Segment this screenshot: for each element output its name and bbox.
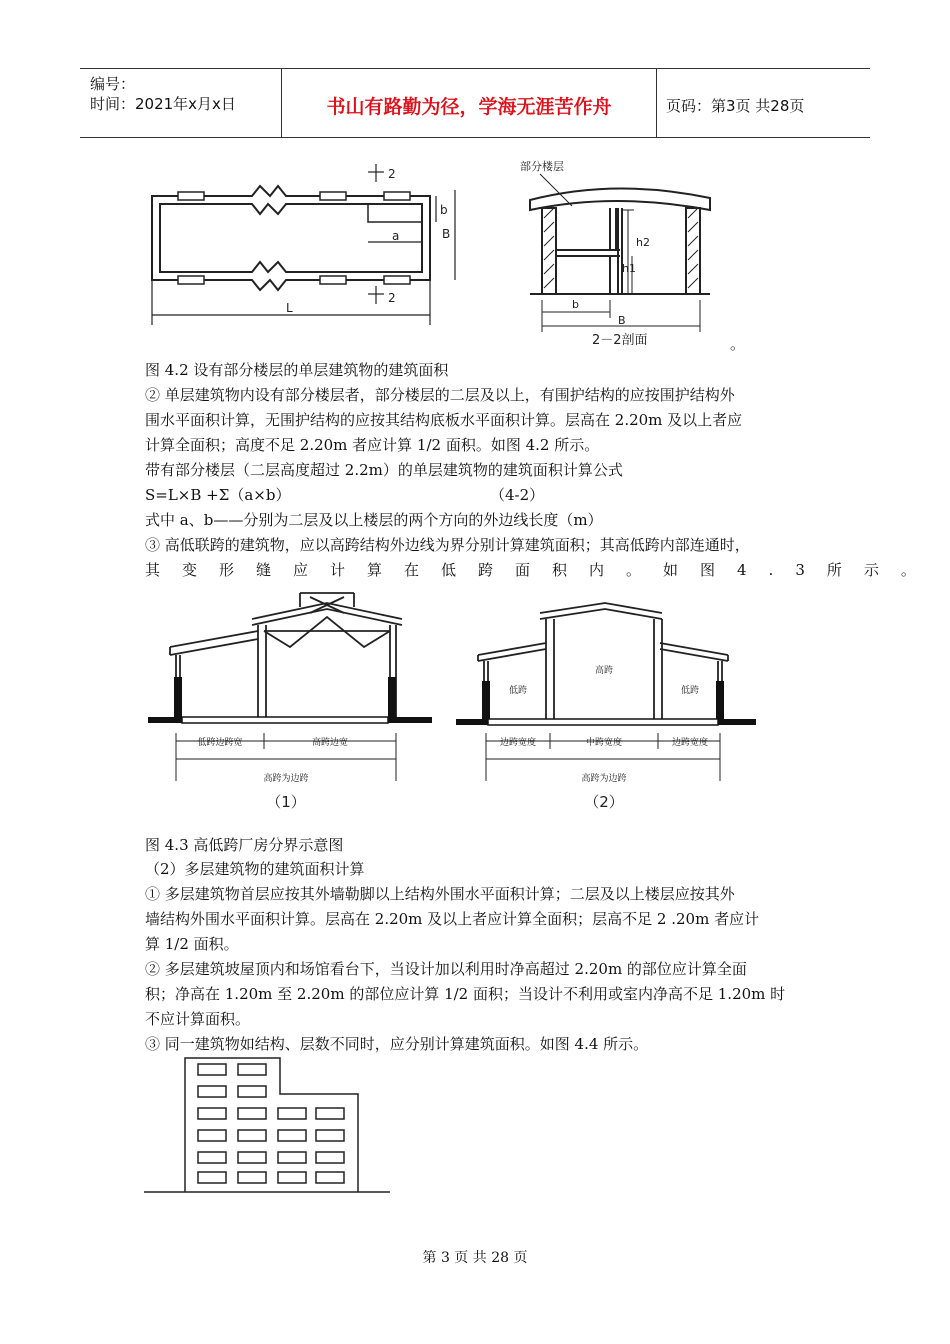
section-label-partial-floor: 部分楼层 xyxy=(520,160,564,173)
building-window xyxy=(198,1130,226,1141)
building-window xyxy=(198,1172,226,1183)
building-window xyxy=(278,1172,306,1183)
formula: S=L×B +Σ（a×b） xyxy=(145,486,291,504)
building-window xyxy=(238,1108,266,1119)
section-label-h1: h1 xyxy=(622,262,636,275)
multistory-para-1-line-2: 墙结构外围水平面积计算。层高在 2.20m 及以上者应计算全面积；层高不足 2 .20m 者应计 xyxy=(145,910,760,928)
building-window xyxy=(278,1108,306,1119)
page-footer: 第 3 页 共 28 页 xyxy=(422,1250,528,1266)
formula-intro: 带有部分楼层（二层高度超过 2.2m）的单层建筑物的建筑面积计算公式 xyxy=(145,461,623,479)
right-figure-number: （2） xyxy=(584,793,624,811)
plan-dimension-a: a xyxy=(392,229,400,243)
plan-dimension-L: L xyxy=(286,301,293,315)
section-label-b: b xyxy=(572,298,579,311)
header-page-info: 页码：第3页 共28页 xyxy=(666,97,805,115)
multistory-para-3: ③ 同一建筑物如结构、层数不同时，应分别计算建筑面积。如图 4.4 所示。 xyxy=(145,1035,649,1053)
right-label-low-span-left: 低跨 xyxy=(508,686,528,696)
building-window xyxy=(316,1172,344,1183)
building-window xyxy=(198,1064,226,1075)
header-left-cell xyxy=(80,69,281,137)
paragraph-2-line-2: 围水平面积计算，无围护结构的应按其结构底板水平面积计算。层高在 2.20m 及以上者应 xyxy=(145,411,743,429)
right-label-edge-width-right: 边跨宽度 xyxy=(671,738,709,748)
multistory-para-2-line-2: 积；净高在 1.20m 至 2.20m 的部位应计算 1/2 面积；当设计不利用或室内净高不足 1.20m 时 xyxy=(145,985,786,1003)
left-figure-number: （1） xyxy=(266,793,306,811)
building-window xyxy=(238,1172,266,1183)
building-window xyxy=(238,1086,266,1097)
building-window xyxy=(316,1108,344,1119)
section-heading-2: （2）多层建筑物的建筑面积计算 xyxy=(145,860,365,878)
right-label-high-span: 高跨 xyxy=(594,666,614,676)
plan-dimension-B: B xyxy=(442,227,451,241)
right-label-edge-span: 高跨为边跨 xyxy=(581,774,627,784)
header-center-cell xyxy=(281,69,657,137)
right-label-edge-width-left: 边跨宽度 xyxy=(499,738,537,748)
building-window xyxy=(238,1064,266,1075)
page-header xyxy=(80,68,870,138)
document-date: 时间：2021年x月x日 xyxy=(90,95,236,113)
formula-note: 式中 a、b——分别为二层及以上楼层的两个方向的外边线长度（m） xyxy=(145,511,603,529)
building-window xyxy=(198,1108,226,1119)
building-window xyxy=(278,1152,306,1163)
plan-section-mark-bottom: 2 xyxy=(388,291,396,305)
formula-number: （4-2） xyxy=(490,486,545,504)
right-label-middle-width: 中跨宽度 xyxy=(585,738,623,748)
left-label-low-span: 低跨边跨宽 xyxy=(197,738,243,748)
right-label-low-span-right: 低跨 xyxy=(680,686,700,696)
multistory-para-2-line-1: ② 多层建筑坡屋顶内和场馆看台下，当设计加以利用时净高超过 2.20m 的部位应计算全面 xyxy=(145,960,747,978)
section-title: 2－2剖面 xyxy=(592,333,648,348)
multistory-para-2-line-3: 不应计算面积。 xyxy=(145,1010,251,1028)
plan-dimension-b: b xyxy=(440,203,448,217)
paragraph-3-line-1: ③ 高低联跨的建筑物，应以高跨结构外边线为界分别计算建筑面积；其高低跨内部连通时， xyxy=(145,536,750,554)
figure-4-2-trailing-mark: 。 xyxy=(730,335,746,353)
multistory-para-1-line-3: 算 1/2 面积。 xyxy=(145,935,239,953)
header-motto: 书山有路勤为径，学海无涯苦作舟 xyxy=(326,96,612,118)
building-window xyxy=(316,1130,344,1141)
building-window xyxy=(238,1130,266,1141)
building-window xyxy=(316,1152,344,1163)
figure-4-2-section xyxy=(510,150,740,350)
figure-4-4-building xyxy=(140,1050,400,1200)
left-label-high-span: 高跨边宽 xyxy=(311,738,349,748)
building-window xyxy=(238,1152,266,1163)
building-window xyxy=(278,1130,306,1141)
document-number-label: 编号： xyxy=(90,75,136,93)
figure-4-3-left xyxy=(140,585,440,815)
multistory-para-1-line-1: ① 多层建筑物首层应按其外墙勒脚以上结构外围水平面积计算；二层及以上楼层应按其外 xyxy=(145,885,735,903)
paragraph-3-line-2: 其变形缝应计算在低跨面积内。如图4.3所示。 xyxy=(145,561,938,579)
figure-4-2-plan xyxy=(140,160,470,335)
paragraph-2-line-3: 计算全面积；高度不足 2.20m 者应计算 1/2 面积。如图 4.2 所示。 xyxy=(145,436,600,454)
section-label-B: B xyxy=(618,314,626,327)
section-label-h2: h2 xyxy=(636,236,650,249)
paragraph-2-line-1: ② 单层建筑物内设有部分楼层者，部分楼层的二层及以上，有围护结构的应按围护结构外 xyxy=(145,386,735,404)
header-right-cell xyxy=(656,69,870,137)
building-window xyxy=(198,1152,226,1163)
caption-figure-4-2: 图 4.2 设有部分楼层的单层建筑物的建筑面积 xyxy=(145,361,449,379)
caption-figure-4-3: 图 4.3 高低跨厂房分界示意图 xyxy=(145,836,344,854)
left-label-edge-span: 高跨为边跨 xyxy=(263,774,309,784)
plan-section-mark-top: 2 xyxy=(388,167,396,181)
figure-4-3-right xyxy=(450,585,770,815)
building-window xyxy=(198,1086,226,1097)
